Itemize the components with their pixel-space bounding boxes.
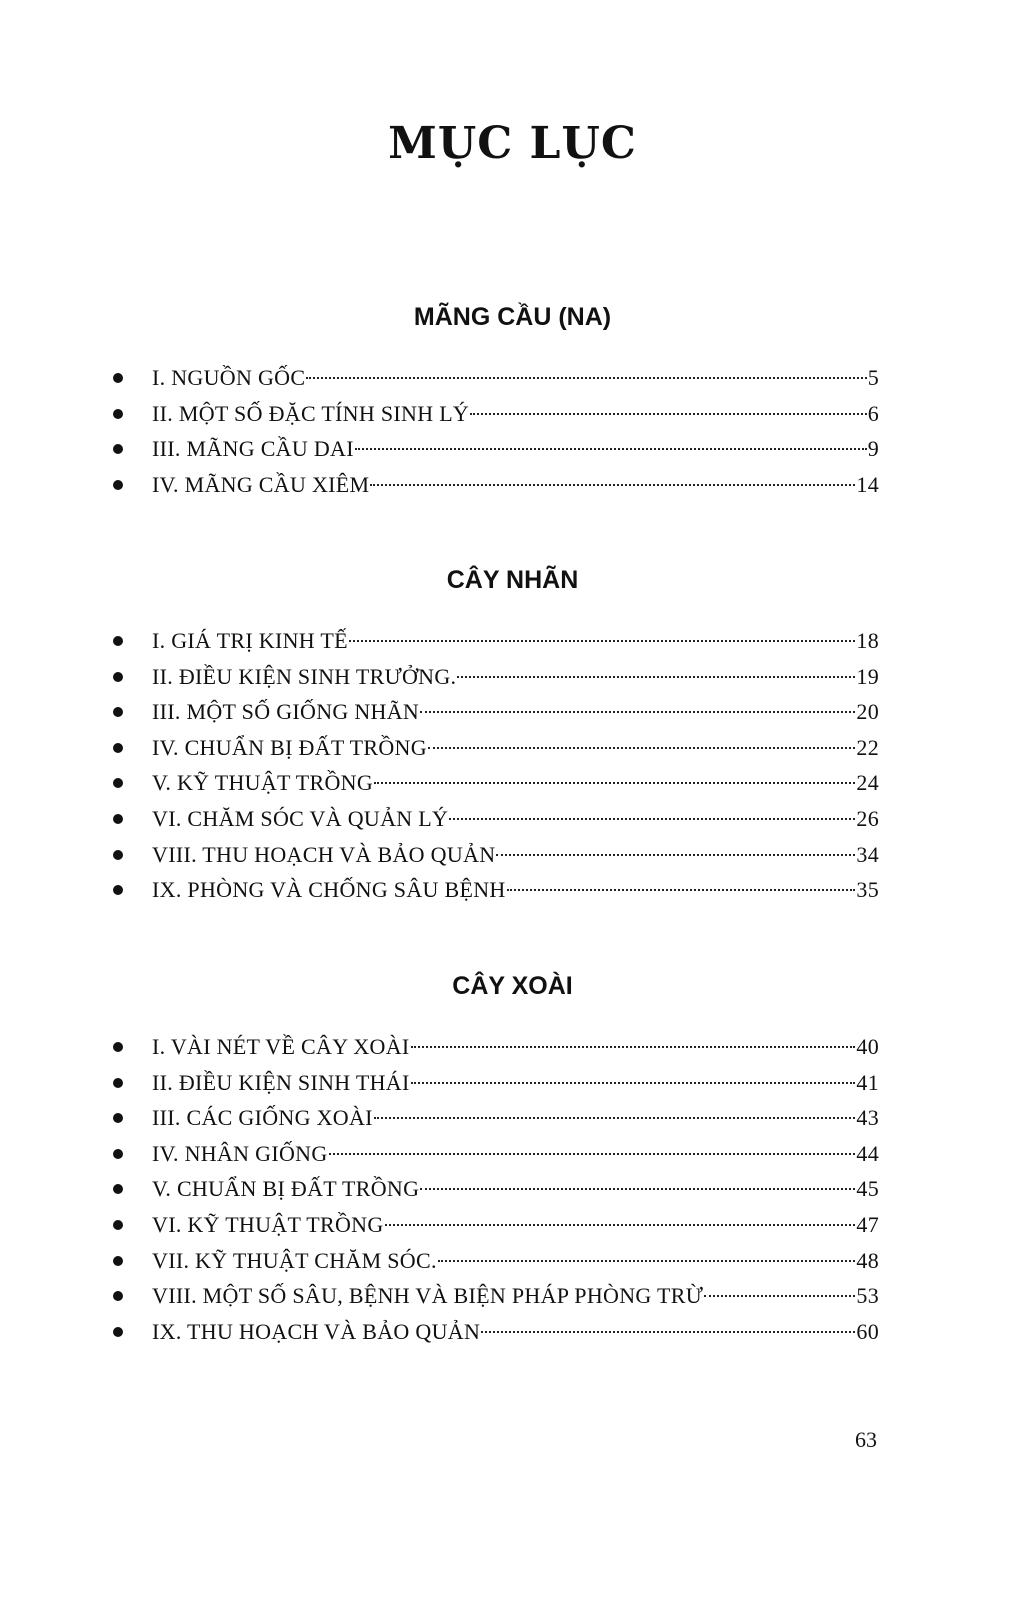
toc-entry-label: I. GIÁ TRỊ KINH TẾ bbox=[152, 628, 348, 653]
toc-section-cay-xoai bbox=[0, 969, 1025, 1354]
dot-leader bbox=[374, 782, 855, 784]
toc-entry-page: 45 bbox=[856, 1176, 879, 1202]
dot-leader bbox=[507, 889, 856, 891]
dot-leader bbox=[355, 448, 867, 450]
bullet-icon bbox=[113, 1113, 123, 1123]
dot-leader bbox=[470, 413, 867, 415]
dot-leader bbox=[411, 1046, 856, 1048]
bullet-icon bbox=[113, 1149, 123, 1159]
toc-entry[interactable] bbox=[0, 1070, 1025, 1106]
toc-entry[interactable] bbox=[0, 628, 1025, 664]
toc-entry[interactable] bbox=[0, 1141, 1025, 1177]
toc-entry-label: IV. CHUẨN BỊ ĐẤT TRỒNG bbox=[152, 734, 427, 760]
toc-entry-page: 5 bbox=[867, 365, 879, 390]
toc-entry-page: 53 bbox=[856, 1283, 879, 1309]
dot-leader bbox=[329, 1153, 856, 1155]
toc-entry-page: 44 bbox=[856, 1140, 879, 1166]
toc-entry-label: III. MÃNG CẦU DAI bbox=[152, 436, 354, 462]
toc-entry-label: III. MỘT SỐ GIỐNG NHÃN bbox=[152, 699, 420, 725]
toc-entry[interactable] bbox=[0, 1319, 1025, 1355]
bullet-icon bbox=[113, 850, 123, 860]
dot-leader bbox=[385, 1224, 856, 1226]
dot-leader bbox=[704, 1295, 855, 1297]
dot-leader bbox=[374, 1117, 856, 1119]
toc-entry[interactable] bbox=[0, 842, 1025, 878]
bullet-icon bbox=[113, 1220, 123, 1230]
toc-entry-page: 35 bbox=[856, 877, 879, 903]
toc-entry[interactable] bbox=[0, 401, 1025, 437]
toc-entry[interactable] bbox=[0, 735, 1025, 771]
toc-entry-label: VIII. THU HOẠCH VÀ BẢO QUẢN bbox=[152, 841, 496, 867]
toc-entry[interactable] bbox=[0, 1176, 1025, 1212]
bullet-icon bbox=[113, 814, 123, 824]
toc-entry[interactable] bbox=[0, 472, 1025, 508]
dot-leader bbox=[481, 1331, 855, 1333]
toc-list bbox=[0, 628, 1025, 913]
dot-leader bbox=[449, 818, 855, 820]
toc-entry[interactable] bbox=[0, 365, 1025, 401]
toc-entry[interactable] bbox=[0, 770, 1025, 806]
toc-section-mang-cau bbox=[0, 300, 1025, 507]
toc-entry[interactable] bbox=[0, 1248, 1025, 1284]
toc-entry-label: VI. CHĂM SÓC VÀ QUẢN LÝ bbox=[152, 805, 449, 831]
bullet-icon bbox=[113, 743, 123, 753]
dot-leader bbox=[306, 377, 866, 379]
toc-list bbox=[0, 1034, 1025, 1354]
bullet-icon bbox=[113, 373, 123, 383]
toc-entry[interactable] bbox=[0, 1283, 1025, 1319]
toc-entry-label: IX. PHÒNG VÀ CHỐNG SÂU BỆNH bbox=[152, 877, 506, 903]
toc-entry-page: 43 bbox=[856, 1105, 879, 1131]
dot-leader bbox=[420, 1188, 855, 1190]
toc-entry[interactable] bbox=[0, 1105, 1025, 1141]
toc-entry-label: IX. THU HOẠCH VÀ BẢO QUẢN bbox=[152, 1318, 481, 1344]
bullet-icon bbox=[113, 1042, 123, 1052]
toc-entry-page: 20 bbox=[856, 699, 879, 725]
toc-section-cay-nhan bbox=[0, 563, 1025, 913]
toc-entry[interactable] bbox=[0, 1212, 1025, 1248]
dot-leader bbox=[411, 1082, 856, 1084]
toc-entry-label: VIII. MỘT SỐ SÂU, BỆNH VÀ BIỆN PHÁP PHÒNG TRỪ bbox=[152, 1283, 704, 1309]
dot-leader bbox=[496, 854, 855, 856]
toc-entry-page: 18 bbox=[856, 628, 879, 653]
bullet-icon bbox=[113, 1256, 123, 1266]
toc-entry-page: 24 bbox=[856, 770, 879, 796]
bullet-icon bbox=[113, 636, 123, 646]
toc-entry-label: IV. NHÂN GIỐNG bbox=[152, 1140, 328, 1166]
toc-entry[interactable] bbox=[0, 699, 1025, 735]
bullet-icon bbox=[113, 1327, 123, 1337]
dot-leader bbox=[457, 676, 855, 678]
dot-leader bbox=[438, 1260, 856, 1262]
toc-entry-page: 19 bbox=[856, 663, 879, 689]
dot-leader bbox=[349, 640, 856, 642]
toc-entry-page: 14 bbox=[856, 471, 879, 497]
section-heading: CÂY NHÃN bbox=[446, 566, 579, 594]
bullet-icon bbox=[113, 707, 123, 717]
toc-entry-page: 48 bbox=[856, 1247, 879, 1273]
toc-entry-label: II. MỘT SỐ ĐẶC TÍNH SINH LÝ bbox=[152, 400, 470, 426]
toc-entry-label: I. VÀI NÉT VỀ CÂY XOÀI bbox=[152, 1034, 410, 1059]
toc-entry-label: I. NGUỒN GỐC bbox=[152, 365, 306, 390]
toc-entry-label: II. ĐIỀU KIỆN SINH TRƯỞNG. bbox=[152, 663, 457, 689]
toc-entry-label: II. ĐIỀU KIỆN SINH THÁI bbox=[152, 1069, 410, 1095]
toc-entry-label: V. CHUẨN BỊ ĐẤT TRỒNG bbox=[152, 1176, 420, 1202]
bullet-icon bbox=[113, 778, 123, 788]
bullet-icon bbox=[113, 480, 123, 490]
section-heading: CÂY XOÀI bbox=[452, 972, 573, 1000]
bullet-icon bbox=[113, 885, 123, 895]
dot-leader bbox=[420, 711, 855, 713]
toc-entry-label: VII. KỸ THUẬT CHĂM SÓC. bbox=[152, 1247, 437, 1273]
toc-entry-page: 60 bbox=[856, 1318, 879, 1344]
dot-leader bbox=[370, 484, 855, 486]
toc-entry[interactable] bbox=[0, 436, 1025, 472]
toc-entry-page: 6 bbox=[867, 400, 879, 426]
bullet-icon bbox=[113, 1078, 123, 1088]
toc-entry-page: 41 bbox=[856, 1069, 879, 1095]
toc-entry-label: III. CÁC GIỐNG XOÀI bbox=[152, 1105, 373, 1131]
toc-entry[interactable] bbox=[0, 1034, 1025, 1070]
toc-entry-page: 9 bbox=[867, 436, 879, 462]
bullet-icon bbox=[113, 672, 123, 682]
toc-entry-page: 40 bbox=[856, 1034, 879, 1059]
toc-entry-label: IV. MÃNG CẦU XIÊM bbox=[152, 471, 370, 497]
toc-entry-page: 26 bbox=[856, 805, 879, 831]
toc-entry-page: 34 bbox=[856, 841, 879, 867]
bullet-icon bbox=[113, 1291, 123, 1301]
toc-entry-label: V. KỸ THUẬT TRỒNG bbox=[152, 770, 374, 796]
toc-entry-page: 22 bbox=[856, 734, 879, 760]
toc-entry[interactable] bbox=[0, 806, 1025, 842]
bullet-icon bbox=[113, 1184, 123, 1194]
toc-entry-label: VI. KỸ THUẬT TRỒNG bbox=[152, 1211, 384, 1237]
toc-list bbox=[0, 365, 1025, 507]
bullet-icon bbox=[113, 444, 123, 454]
page-number: 63 bbox=[855, 1427, 877, 1452]
toc-entry[interactable] bbox=[0, 664, 1025, 700]
bullet-icon bbox=[113, 409, 123, 419]
toc-entry-page: 47 bbox=[856, 1211, 879, 1237]
section-heading: MÃNG CẦU (NA) bbox=[413, 303, 612, 331]
toc-entry[interactable] bbox=[0, 877, 1025, 913]
dot-leader bbox=[428, 747, 855, 749]
page-title: MỤC LỤC bbox=[388, 118, 637, 169]
